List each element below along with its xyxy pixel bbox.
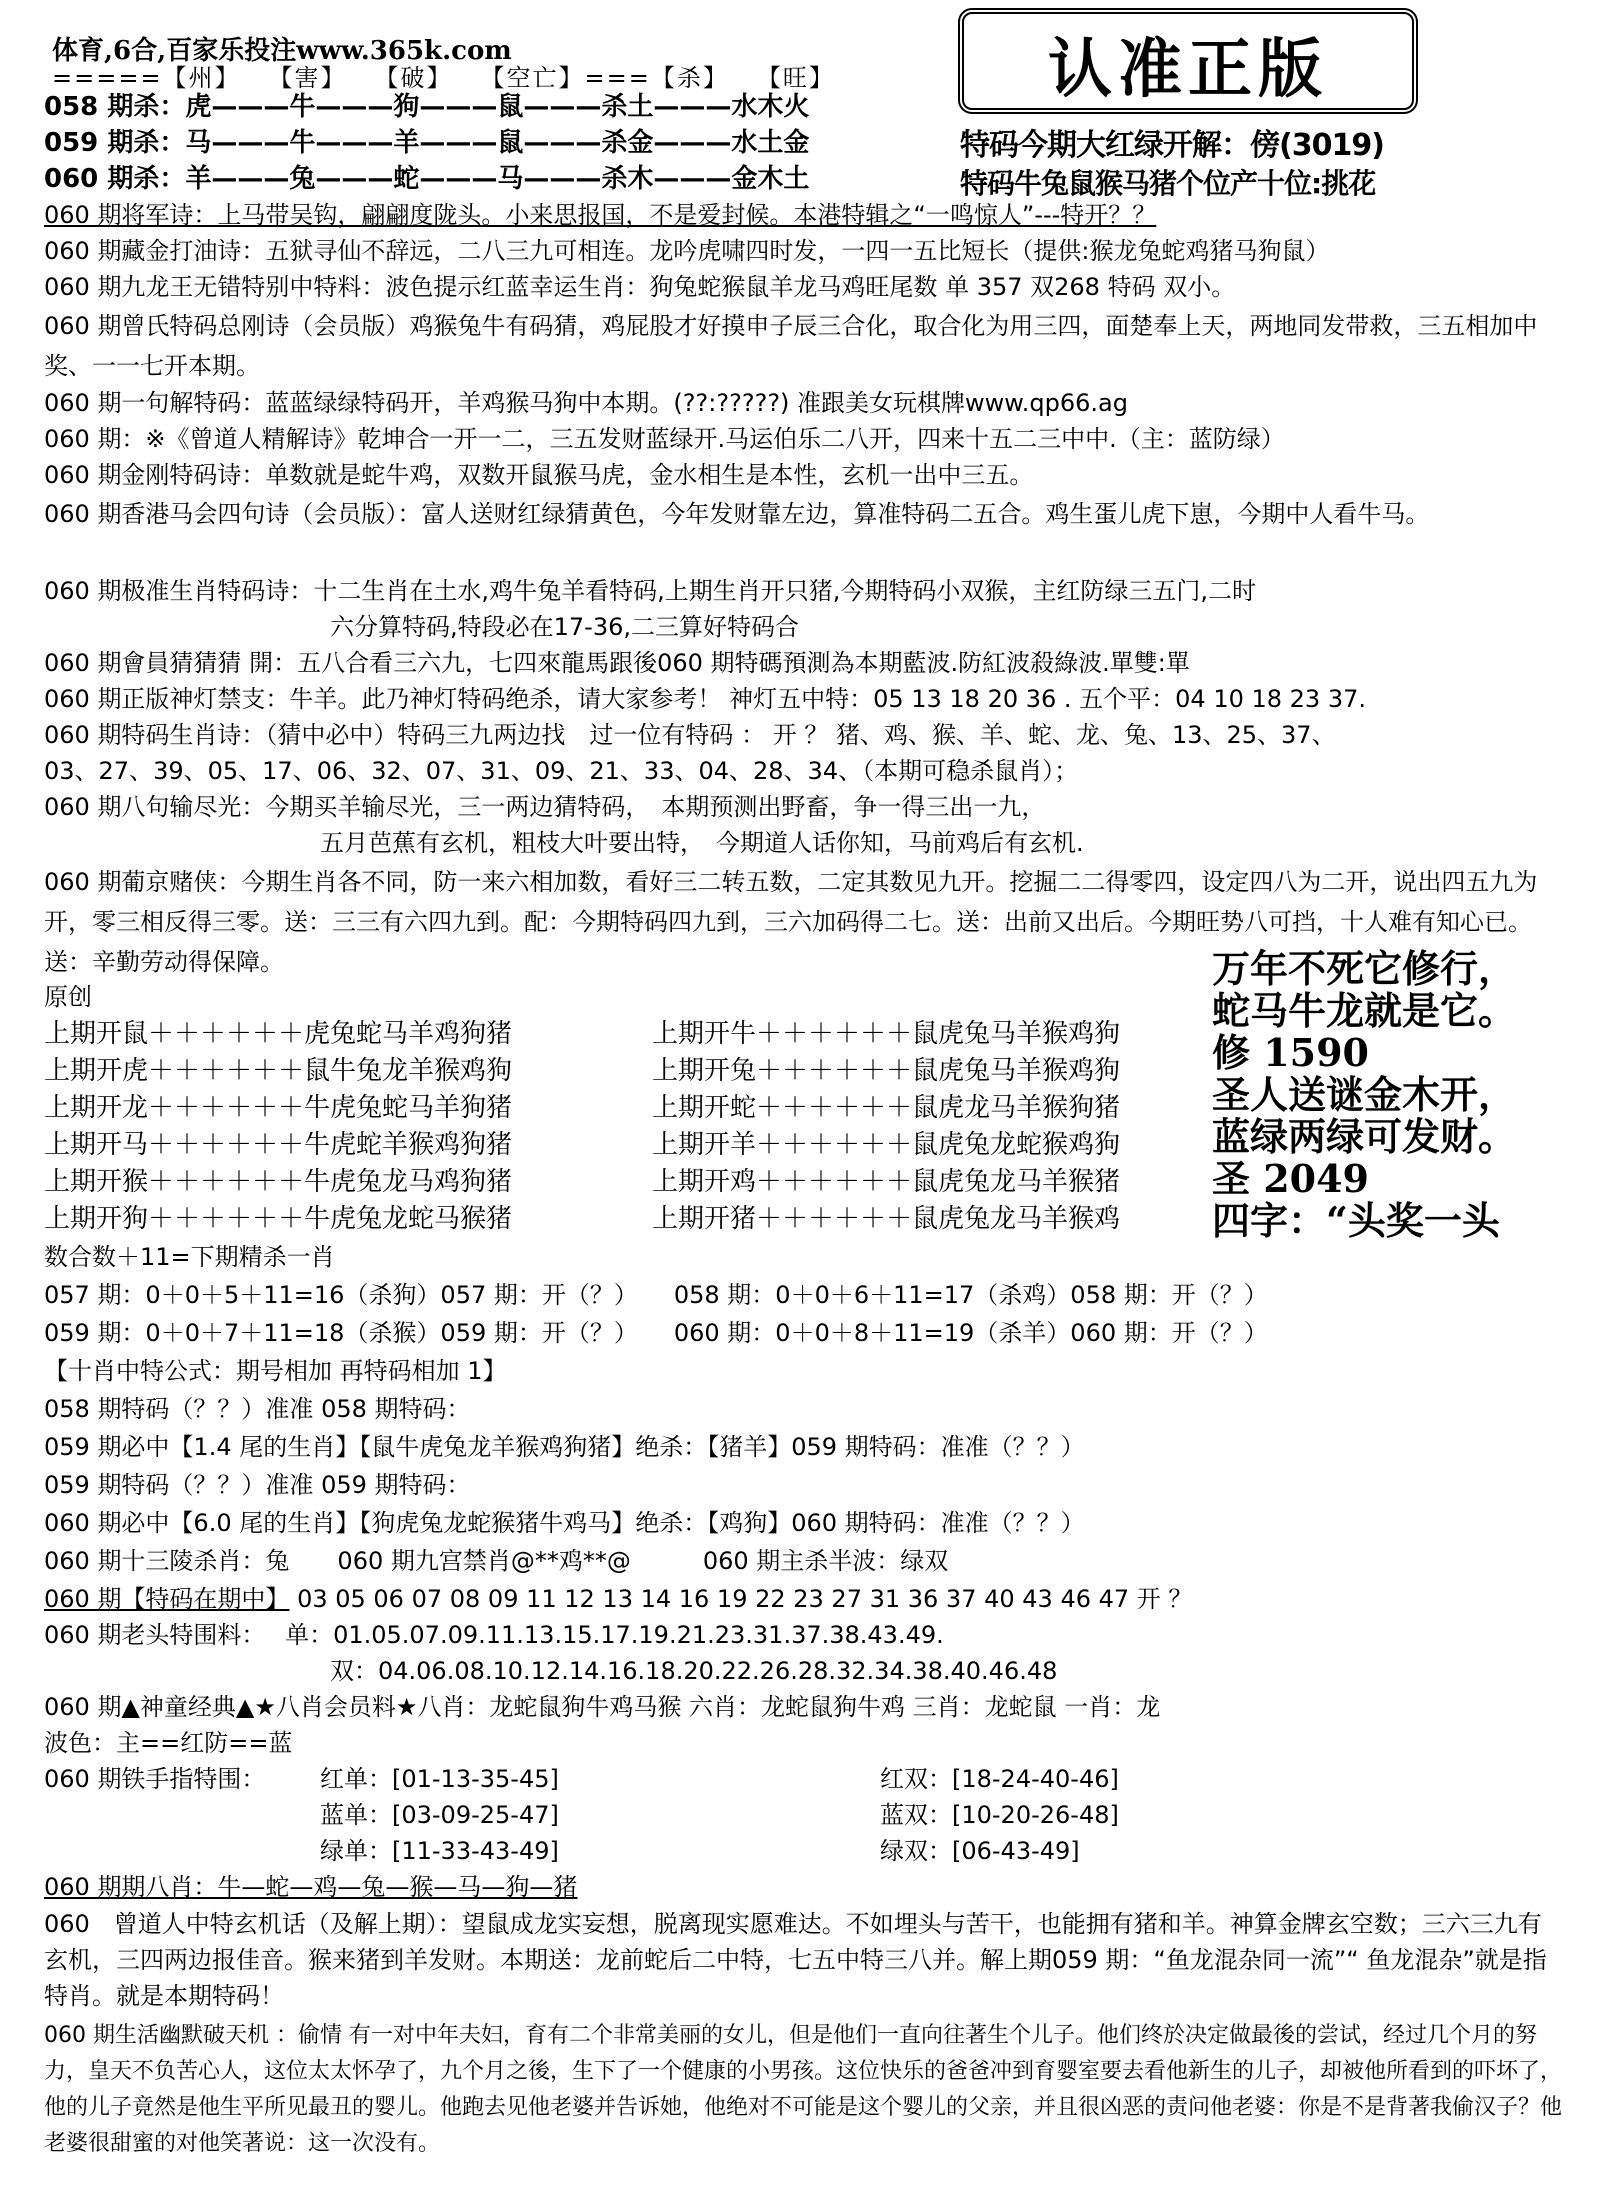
iron-red-single: 红单：[01-13-35-45] — [320, 1765, 559, 1793]
table-row: 上期开龙＋＋＋＋＋＋牛虎兔蛇马羊狗猪 — [44, 1093, 513, 1123]
poem-one-line: 060 期一句解特码：蓝蓝绿绿特码开，羊鸡猴马狗中本期。(??:?????) 准跟美女玩棋牌www.qp66.ag — [44, 389, 1128, 417]
verse-line: 四字：“头奖一头 — [1212, 1198, 1500, 1243]
wave-line: 波色：主==红防==蓝 — [44, 1729, 293, 1757]
poem-eight-lines-1: 060 期八句输尽光：今期买羊输尽光，三一两边猜特码， 本期预测出野畜，争一得三出一九， — [44, 793, 1046, 821]
numbers-label: 060 期【特码在期中】 — [44, 1585, 290, 1613]
ten-shaw-line: 059 期特码（？？）准准 059 期特码： — [44, 1471, 471, 1499]
poem-zeng: 060 期曾氏特码总刚诗（会员版）鸡猴兔牛有码猜，鸡屁股才好摸申子辰三合化，取合化为用三四，面楚奉上天，两地同发带救，三五相加中奖、一一七开本期。 — [44, 312, 1538, 380]
header-title: 体育,6合,百家乐投注www.365k.com — [52, 36, 512, 66]
iron-green-single: 绿单：[11-33-43-49] — [320, 1837, 559, 1865]
humor-story: 060 期生活幽默破天机 ：偷情 有一对中年夫妇，育有二个非常美丽的女儿，但是他们一直向往著生个儿子。他们终於决定做最後的尝试，经过几个月的努力，皇天不负苦心人，这位太太怀孕了，九个月之後，生下了一个健康的小男孩。这位快乐的爸爸冲到育婴室要去看他新生的儿子，却被他所看到的吓坏了，他的儿子竟然是他生平所见最丑的婴儿。他跑去见他老婆并告诉她，他绝对不可能是这个婴儿的父亲，并且很凶恶的责问他老婆：你是不是背著我偷汉子？他老婆很甜蜜的对他笑著说：这一次没有。 — [44, 2023, 1563, 2156]
kill-row: 058 期杀：虎———牛———狗———鼠———杀土———水木火 — [44, 92, 810, 122]
table-row: 上期开马＋＋＋＋＋＋牛虎蛇羊猴鸡狗猪 — [44, 1130, 513, 1160]
iron-blue-single: 蓝单：[03-09-25-47] — [320, 1801, 559, 1829]
verse-line: 万年不死它修行， — [1212, 946, 1517, 991]
eight-shaw: 060 期期八肖：牛—蛇—鸡—兔—猴—马—狗—猪 — [44, 1873, 578, 1901]
zeng-talk: 060 曾道人中特玄机话（及解上期）：望鼠成龙实妄想，脱离现实愿难达。不如埋头与苦干，也能拥有猪和羊。神算金牌玄空数；三六三九有玄机，三四两边报佳音。猴来猪到羊发财。本期送：龙前蛇后二中特，七五中特三八并。解上期059 期：“鱼龙混杂同一流”“ 鱼龙混杂”就是指特肖。就是本期特码！ — [44, 1910, 1547, 2010]
ten-shaw-title: 【十肖中特公式：期号相加 再特码相加 1】 — [44, 1357, 507, 1385]
logo-text: 认准正版 — [1048, 32, 1328, 107]
numbers-values: 03 05 06 07 08 09 11 12 13 14 16 19 22 23 27 31 36 37 40 43 46 47 开 ？ — [297, 1585, 1193, 1613]
table-row: 上期开鼠＋＋＋＋＋＋虎兔蛇马羊鸡狗猪 — [44, 1019, 513, 1049]
formula-row: 059 期：0＋0＋7＋11=18（杀猴）059 期：开（？） 060 期：0＋0＋8＋11=19（杀羊）060 期：开（？） — [44, 1319, 1268, 1347]
verse-box — [1212, 948, 1592, 1242]
poem-macau-gambler: 060 期葡京赌侠：今期生肖各不同，防一来六相加数，看好三二转五数，二定其数见九开。挖掘二二得零四，设定四八为二开，说出四五九为开，零三相反得三零。送：三三有六四九到。配：今期特码四九到，三六加码得二七。送：出前又出后。今期旺势八可挡，十人难有知心已。送：辛勤劳动得保障。 — [44, 868, 1538, 976]
poem-eight-lines-2: 五月芭蕉有玄机，粗枝大叶要出特， 今期道人话你知，马前鸡后有玄机. — [320, 829, 1084, 857]
table-row: 上期开猴＋＋＋＋＋＋牛虎兔龙马鸡狗猪 — [44, 1167, 513, 1197]
poem-member-guess: 060 期會員猜猜猜 開：五八合看三六九，七四來龍馬跟後060 期特碼預測為本期藍波.防紅波殺綠波.單雙:單 — [44, 649, 1190, 677]
poem-hk-jockey: 060 期香港马会四句诗（会员版）：富人送财红绿猜黄色，今年发财靠左边，算准特码二五合。鸡生蛋儿虎下崽，今期中人看牛马。 — [44, 500, 1430, 528]
table-left — [44, 1016, 512, 1238]
formula-title: 数合数＋11=下期精杀一肖 — [44, 1243, 335, 1271]
numbers-in-period — [44, 1582, 1192, 1616]
table-row: 上期开猪＋＋＋＋＋＋鼠虎兔龙马羊猴鸡 — [652, 1204, 1121, 1234]
poem-zodiac-code: 060 期特码生肖诗：（猜中必中）特码三九两边找 过一位有特码 ： 开 ？ 猪、鸡、猴、羊、蛇、龙、兔、13、25、37、 — [44, 721, 1336, 749]
verse-line: 圣 2049 — [1212, 1156, 1369, 1201]
ten-shaw-line: 058 期特码（？？）准准 058 期特码： — [44, 1395, 471, 1423]
verse-line: 蓝绿两绿可发财。 — [1212, 1114, 1517, 1159]
poem-diamond: 060 期金刚特码诗：单数就是蛇牛鸡，双数开鼠猴马虎，金水相生是本性，玄机一出中三五。 — [44, 461, 1034, 489]
iron-finger-label: 060 期铁手指特围： — [44, 1765, 266, 1793]
original-label: 原创 — [44, 983, 92, 1011]
kill-row: 059 期杀：马———牛———羊———鼠———杀金———水土金 — [44, 128, 810, 158]
iron-green-double: 绿双：[06-43-49] — [880, 1837, 1080, 1865]
verse-line: 圣人送谜金木开， — [1212, 1072, 1517, 1117]
poem-nine-dragons: 060 期九龙王无错特别中特料：波色提示红蓝幸运生肖：狗兔蛇猴鼠羊龙马鸡旺尾数 单 357 双268 特码 双小。 — [44, 273, 1236, 301]
formula-row: 057 期：0＋0＋5＋11=16（杀狗）057 期：开（？） 058 期：0＋0＋6＋11=17（杀鸡）058 期：开（？） — [44, 1281, 1268, 1309]
table-row: 上期开蛇＋＋＋＋＋＋鼠虎龙马羊猴狗猪 — [652, 1093, 1121, 1123]
ten-shaw-line: 059 期必中【1.4 尾的生肖】【鼠牛虎兔龙羊猴鸡狗猪】绝杀：【猪羊】059 期特码：准准（？？） — [44, 1433, 1085, 1461]
ten-shaw-line: 060 期十三陵杀肖：兔 060 期九宫禁肖@**鸡**@ 060 期主杀半波：绿双 — [44, 1547, 949, 1575]
table-row: 上期开牛＋＋＋＋＋＋鼠虎兔马羊猴鸡狗 — [652, 1019, 1121, 1049]
verse-line: 修 1590 — [1212, 1030, 1369, 1075]
poem-zodiac-1: 060 期极准生肖特码诗：十二生肖在土水,鸡牛兔羊看特码,上期生肖开只猪,今期特码小双猴，主红防绿三五门,二时 — [44, 577, 1256, 605]
old-head-double: 双：04.06.08.10.12.14.16.18.20.22.26.28.32.34.38.40.46.48 — [330, 1657, 1058, 1685]
kill-row: 060 期杀：羊———兔———蛇———马———杀木———金木土 — [44, 164, 810, 194]
poem-hidden-gold: 060 期藏金打油诗：五狱寻仙不辞远，二八三九可相连。龙吟虎啸四时发，一四一五比短长（提供:猴龙兔蛇鸡猪马狗鼠） — [44, 237, 1330, 265]
special-line-1: 特码今期大红绿开解：傍(3019) — [960, 128, 1384, 163]
poem-zodiac-code-numbers: 03、27、39、05、17、06、32、07、31、09、21、33、04、28、34、（本期可稳杀鼠肖）； — [44, 757, 1079, 785]
ten-shaw-line: 060 期必中【6.0 尾的生肖】【狗虎兔龙蛇猴猪牛鸡马】绝杀：【鸡狗】060 期特码：准准（？？） — [44, 1509, 1085, 1537]
old-head-single: 060 期老头特围料： 单：01.05.07.09.11.13.15.17.19.21.23.31.37.38.43.49. — [44, 1621, 944, 1649]
table-row: 上期开鸡＋＋＋＋＋＋鼠虎兔龙马羊猴猪 — [652, 1167, 1121, 1197]
logo-badge — [958, 8, 1418, 114]
table-row: 上期开虎＋＋＋＋＋＋鼠牛兔龙羊猴鸡狗 — [44, 1056, 513, 1086]
header-categories: =====【州】 【害】 【破】 【空亡】===【杀】 【旺】 — [52, 64, 835, 92]
poem-lamp: 060 期正版神灯禁支：牛羊。此乃神灯特码绝杀，请大家参考！ 神灯五中特：05 13 18 20 36 . 五个平：04 10 18 23 37. — [44, 685, 1367, 713]
iron-blue-double: 蓝双：[10-20-26-48] — [880, 1801, 1119, 1829]
poem-general: 060 期将军诗：上马带吴钩，翩翩度陇头。小来思报国，不是爱封候。本港特辑之“一鸣惊人”---特开？？ — [44, 201, 1157, 229]
poem-zeng-daoren: 060 期：※《曾道人精解诗》乾坤合一开一二，三五发财蓝绿开.马运伯乐二八开，四来十五二三中中.（主：蓝防绿） — [44, 425, 1285, 453]
table-row: 上期开兔＋＋＋＋＋＋鼠虎兔马羊猴鸡狗 — [652, 1056, 1121, 1086]
poem-zodiac-2: 六分算特码,特段必在17-36,二三算好特码合 — [330, 613, 799, 641]
table-row: 上期开狗＋＋＋＋＋＋牛虎兔龙蛇马猴猪 — [44, 1204, 513, 1234]
iron-red-double: 红双：[18-24-40-46] — [880, 1765, 1119, 1793]
special-line-2: 特码牛兔鼠猴马猪个位产十位:挑花 — [960, 167, 1376, 200]
shentong-line: 060 期▲神童经典▲★八肖会员料★八肖：龙蛇鼠狗牛鸡马猴 六肖：龙蛇鼠狗牛鸡 三肖：龙蛇鼠 一肖：龙 — [44, 1693, 1161, 1721]
table-right — [652, 1016, 1120, 1238]
verse-line: 蛇马牛龙就是它。 — [1212, 988, 1517, 1033]
table-row: 上期开羊＋＋＋＋＋＋鼠虎兔龙蛇猴鸡狗 — [652, 1130, 1121, 1160]
